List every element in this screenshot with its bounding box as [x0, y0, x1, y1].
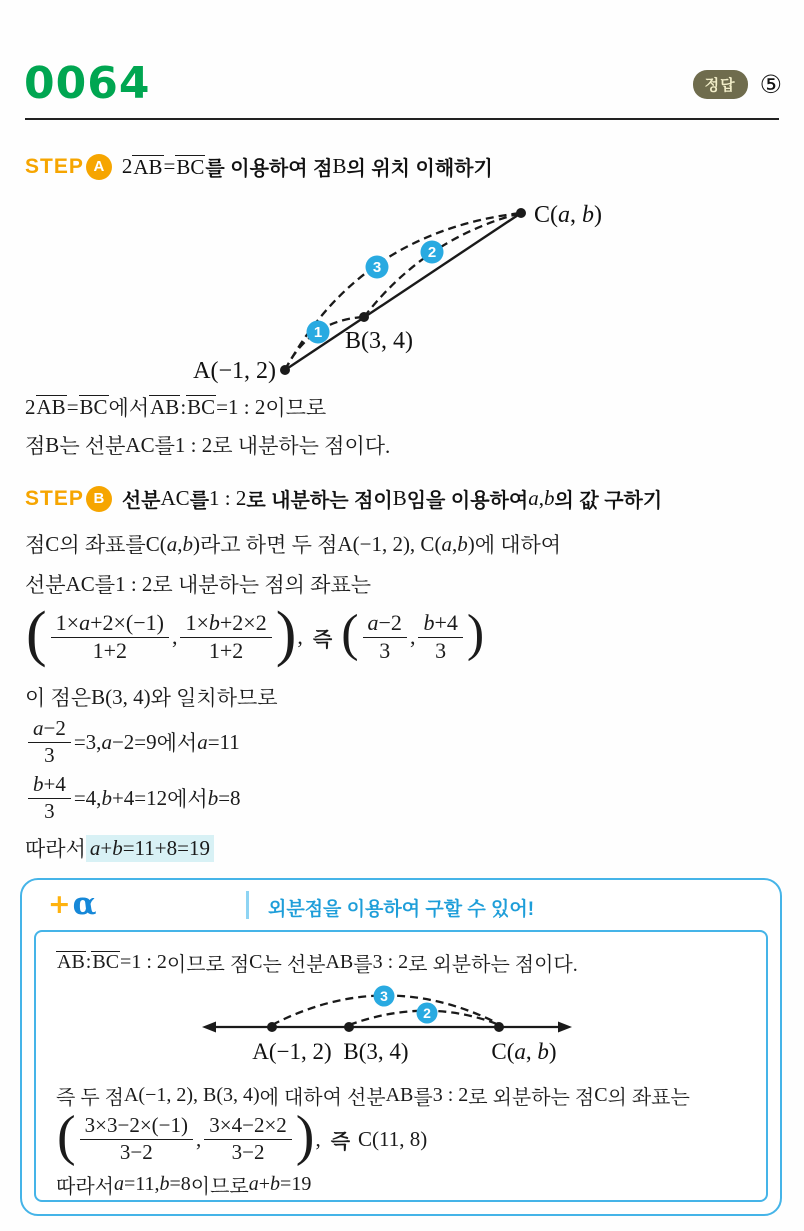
math-run: a	[441, 531, 452, 556]
text-run: 로 외분하는 점이다.	[408, 954, 578, 976]
math-run: BC	[79, 395, 108, 420]
math-run: AB	[385, 1084, 414, 1106]
math-run: AB	[57, 951, 85, 974]
math-run: +4=12	[111, 785, 168, 810]
text-run: 와 일치하므로	[150, 686, 278, 710]
math-run: A(−1, 2), C(	[337, 531, 442, 556]
step-b-heading	[25, 484, 662, 513]
fraction-x: $\frac{3\times 3-2\times(-1)}{3-2}$	[80, 1114, 193, 1164]
step-a-heading	[25, 152, 493, 181]
math-run: =11,	[123, 1173, 160, 1196]
math-run: 1 : 2	[174, 432, 213, 457]
step-a-title-text: 를 이용하여 점	[205, 158, 333, 180]
math-run: =8	[218, 785, 241, 810]
match-b-line	[25, 682, 278, 712]
math-run: AB	[150, 395, 180, 420]
text-run: 로 내분하는 점이다.	[212, 434, 391, 458]
math-run: AB	[325, 951, 354, 973]
ratio-marker-1-label: 1	[313, 324, 323, 341]
math-run: a	[248, 1173, 259, 1196]
math-run: B	[45, 432, 60, 457]
math-run: b	[101, 785, 112, 810]
comma: ,	[409, 624, 416, 649]
text-run: 는 선분	[262, 954, 326, 976]
text-run: 를	[413, 1087, 433, 1109]
math-run: b	[159, 1173, 170, 1196]
fraction-y: $\frac{1\times b+2\times 2}{1+2}$	[180, 611, 271, 663]
step-a-label: STEP	[25, 154, 84, 178]
math-run: a	[166, 531, 178, 556]
point-b-dot	[344, 1022, 354, 1032]
answer-badge: 정답	[693, 70, 748, 99]
step-a-title-math: AB	[133, 154, 163, 179]
point-a-dot	[267, 1022, 277, 1032]
step-b-title-math: AC	[160, 486, 190, 510]
math-run: =1 : 2	[216, 394, 266, 419]
text-run: 는 선분	[59, 434, 126, 458]
step-b-label: STEP	[25, 486, 84, 510]
step-a-title-math: BC	[176, 154, 205, 179]
math-run: :	[85, 951, 92, 973]
external-division-statement	[56, 948, 746, 977]
step-a-badge: A	[86, 154, 112, 180]
math-run: A(−1, 2), B(3, 4)	[123, 1084, 260, 1106]
text-run: 를	[154, 434, 175, 458]
step-b-title-math: B	[392, 486, 407, 510]
comma: ,	[315, 1126, 321, 1151]
text-run: 를	[94, 573, 116, 597]
fraction-x: $\frac{1\times a+2\times(-1)}{1+2}$	[51, 611, 169, 663]
text-run: 라고 하면 두 점	[199, 533, 338, 557]
math-run: =4,	[73, 785, 102, 810]
math-run: a	[197, 729, 208, 754]
math-run: 2	[25, 394, 36, 419]
math-run: a	[101, 729, 112, 754]
ratio-marker-3-label: 3	[372, 259, 382, 276]
problem-number: 0064	[24, 58, 151, 109]
internal-division-diagram	[138, 194, 668, 394]
text-run: 를	[353, 954, 373, 976]
point-c-label: C(a, b)	[534, 202, 602, 228]
step-b-title-math: ,	[538, 486, 544, 510]
comma: ,	[196, 1126, 202, 1151]
math-run: C	[594, 1084, 608, 1106]
answer-number: ⑤	[759, 70, 782, 99]
text-run: 에 대하여	[474, 533, 562, 557]
external-division-formula: ( $\frac{3\times 3-2\times(-1)}{3-2}$ , $\frac{3\times 4-2\times 2}{3-2}$ ) , 즉 C(11, 8)	[57, 1105, 428, 1168]
plus-alpha-logo	[48, 886, 97, 922]
math-run: AC	[125, 432, 155, 457]
step-b-title-math: 1 : 2	[209, 486, 247, 510]
math-run: 3 : 2	[372, 951, 409, 973]
step-a-title-math: 2	[121, 154, 133, 178]
step-b-badge: B	[86, 486, 112, 512]
math-run: b	[270, 1173, 281, 1196]
equation-a	[25, 714, 240, 770]
math-run: =3,	[73, 729, 102, 754]
text-run: 의 좌표는	[607, 1087, 690, 1109]
ratio-marker-2-label: 2	[427, 244, 437, 261]
alpha-icon: α	[72, 886, 97, 922]
division-statement-line	[25, 430, 390, 460]
fraction-y: $\frac{3\times 4-2\times 2}{3-2}$	[204, 1114, 292, 1164]
plus-alpha-tip-box	[20, 878, 782, 1216]
math-run: b	[207, 785, 219, 810]
point-b-label: B(3, 4)	[343, 1039, 409, 1064]
point-a-label: A(−1, 2)	[252, 1039, 332, 1064]
header-separator	[246, 891, 249, 919]
point-a-label: A(−1, 2)	[193, 358, 276, 384]
math-run: B(3, 4)	[91, 684, 151, 709]
point-c-label: C(a, b)	[491, 1039, 557, 1064]
text-run: 점	[25, 533, 46, 557]
math-run: =1 : 2	[120, 951, 167, 973]
math-run: C	[249, 951, 263, 973]
step-b-title-math: a	[528, 486, 539, 510]
point-a-dot	[280, 365, 290, 375]
point-c-dot	[516, 208, 526, 218]
math-run: ,	[451, 531, 458, 556]
text-run: 즉 두 점	[56, 1087, 124, 1109]
ratio-marker-3-label: 3	[380, 988, 388, 1004]
text-run: 에서	[108, 396, 150, 420]
math-run: −2=9	[111, 729, 157, 754]
external-division-coords-line	[56, 1081, 746, 1110]
jeuk-label: 즉	[312, 628, 333, 651]
math-run: )	[467, 531, 475, 556]
conclusion-line	[25, 833, 214, 863]
point-b-dot	[359, 312, 369, 322]
math-run: a	[113, 1173, 124, 1196]
text-run: 에 대하여 선분	[259, 1087, 386, 1109]
math-run: b	[457, 531, 468, 556]
text-run: 이 점은	[25, 686, 92, 710]
text-run: 따라서	[25, 837, 86, 861]
point-b-label: B(3, 4)	[345, 328, 413, 354]
left-arrow	[202, 1022, 216, 1033]
math-run: =19	[280, 1173, 312, 1196]
step-b-title-text: 로 내분하는 점이	[246, 490, 393, 512]
result-coordinates: C(11, 8)	[358, 1126, 428, 1151]
text-run: 의 좌표를	[59, 533, 146, 557]
external-division-diagram	[174, 983, 634, 1079]
tip-conclusion-line	[56, 1170, 746, 1199]
math-run: 1 : 2	[115, 571, 153, 596]
math-run: +	[258, 1173, 271, 1196]
tip-title: 외분점을 이용하여 구할 수 있어!	[268, 899, 535, 920]
tip-box-header	[22, 880, 780, 930]
text-run: 이므로	[265, 396, 327, 420]
math-run: BC	[187, 395, 216, 420]
fraction-a: $\frac{a-2}{3}$	[28, 717, 71, 767]
header-divider	[25, 118, 779, 120]
math-run: C	[45, 531, 60, 556]
math-run: =11	[207, 729, 240, 754]
fraction-b: $\frac{b+4}{3}$	[28, 773, 71, 823]
equation-b	[25, 770, 241, 826]
math-run: =8	[169, 1173, 191, 1196]
jeuk-label: 즉	[330, 1130, 351, 1153]
ratio-marker-2-label: 2	[423, 1005, 431, 1021]
step-b-title-text: 를	[189, 490, 210, 512]
fraction-x-simplified: $\frac{a-2}{3}$	[363, 611, 407, 663]
math-run: =	[66, 394, 79, 419]
comma: ,	[297, 624, 303, 649]
text-run: 로 내분하는 점의 좌표는	[152, 573, 372, 597]
step-a-title-math: =	[163, 154, 176, 178]
ratio-statement-line	[25, 392, 326, 422]
step-b-title-math: b	[543, 486, 555, 510]
math-run: :	[180, 394, 187, 419]
internal-division-formula: ( $\frac{1\times a+2\times(-1)}{1+2}$ , $\frac{1\times b+2\times 2}{1+2}$ ) , 즉 ( $\frac{a-2}{3}$ , $\frac{b+4}{3}$ )	[26, 600, 485, 668]
text-run: 로 외분하는 점	[468, 1087, 595, 1109]
math-run: AB	[36, 395, 66, 420]
text-run: 따라서	[56, 1176, 114, 1199]
math-run: AC	[65, 571, 95, 596]
step-b-title-text: 의 값 구하기	[554, 490, 663, 512]
math-run: ,	[177, 531, 183, 556]
answer-highlight: a+b=11+8=19	[86, 835, 214, 862]
text-run: 점	[25, 434, 46, 458]
division-coordinates-line	[25, 569, 371, 599]
text-run: 선분	[25, 573, 66, 597]
math-run: 3 : 2	[432, 1084, 469, 1106]
text-run: 에서	[167, 787, 208, 811]
math-run: )	[192, 531, 200, 556]
text-run: 에서	[156, 731, 198, 755]
text-run: 이므로 점	[166, 954, 250, 976]
right-arrow	[558, 1022, 572, 1033]
comma: ,	[171, 624, 178, 649]
step-b-title-text: 임을 이용하여	[406, 490, 529, 512]
text-run: 이므로	[190, 1176, 249, 1199]
step-a-title-text: 의 위치 이해하기	[346, 158, 493, 180]
tip-content-box	[34, 930, 768, 1202]
step-a-title-math: B	[332, 154, 347, 178]
coordinates-intro-line	[25, 529, 561, 559]
plus-icon: +	[48, 889, 71, 920]
point-c-dot	[494, 1022, 504, 1032]
fraction-y-simplified: $\frac{b+4}{3}$	[418, 611, 462, 663]
math-run: b	[182, 531, 193, 556]
step-b-title-text: 선분	[121, 490, 161, 512]
math-run: BC	[92, 951, 120, 974]
answer-area	[693, 70, 782, 99]
math-run: C(	[145, 531, 167, 556]
